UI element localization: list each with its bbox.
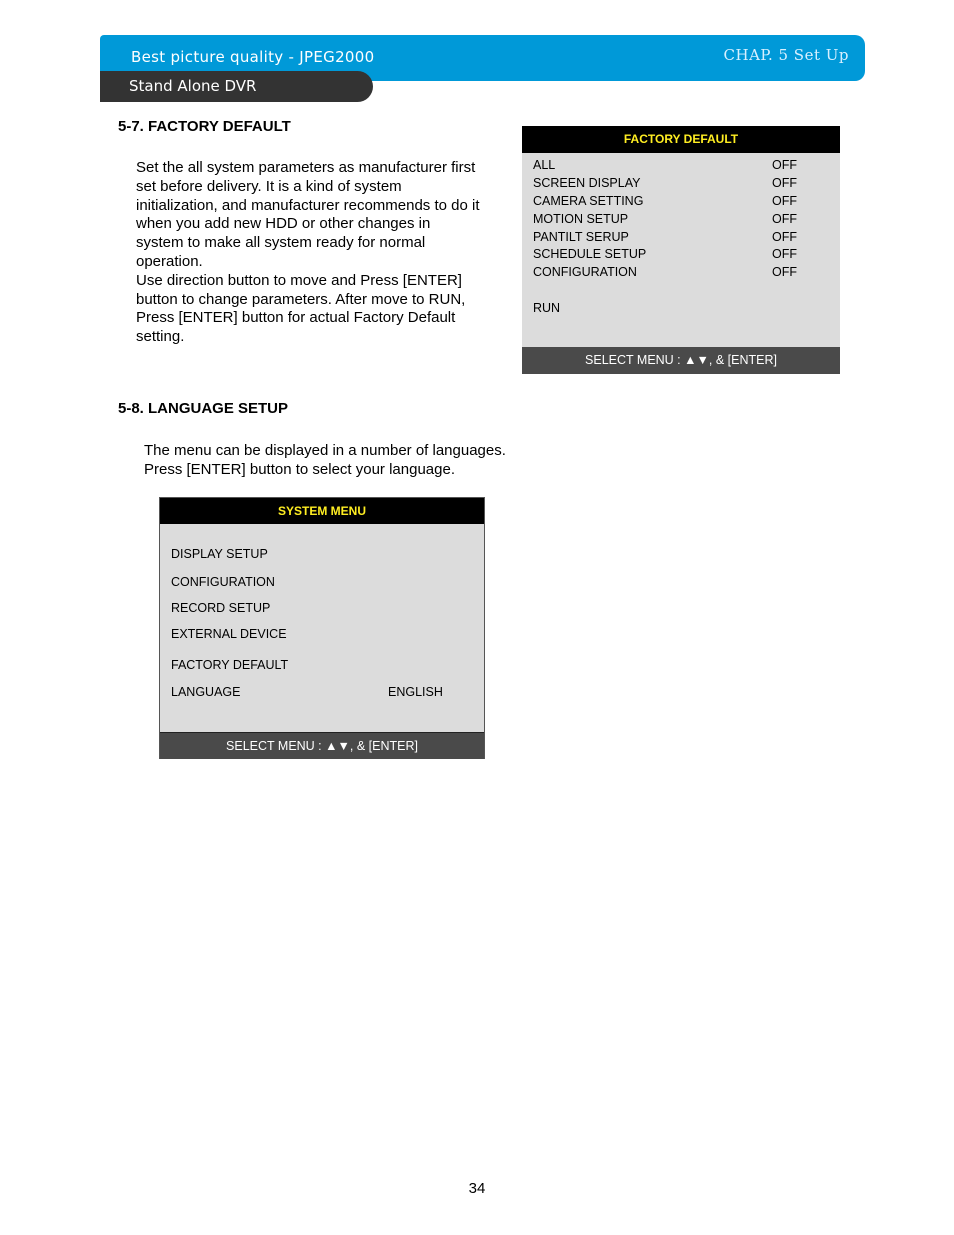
menu-item-schedule-setup[interactable]: SCHEDULE SETUP bbox=[533, 247, 647, 261]
paragraph-line: Press [ENTER] button to select your language. bbox=[144, 460, 455, 478]
paragraph-line: system to make all system ready for normal bbox=[136, 234, 426, 252]
factory-default-menu-footer: SELECT MENU : ▲▼, & [ENTER] bbox=[522, 347, 840, 374]
menu-value-screen-display[interactable]: OFF bbox=[772, 176, 797, 190]
system-menu-title: SYSTEM MENU bbox=[160, 498, 484, 524]
header-title: Best picture quality - JPEG2000 bbox=[131, 48, 375, 66]
menu-item-screen-display[interactable]: SCREEN DISPLAY bbox=[533, 176, 641, 190]
menu-item-language[interactable]: LANGUAGE bbox=[171, 685, 241, 699]
paragraph-line: The menu can be displayed in a number of languages. bbox=[144, 442, 506, 459]
paragraph-line: Set the all system parameters as manufacturer first bbox=[136, 159, 476, 176]
menu-value-camera-setting[interactable]: OFF bbox=[772, 194, 797, 208]
menu-value-all[interactable]: OFF bbox=[772, 158, 797, 172]
paragraph-line: Press [ENTER] button for actual Factory Default bbox=[136, 309, 456, 327]
section-heading-language-setup: 5-8. LANGUAGE SETUP bbox=[118, 400, 289, 417]
paragraph-line: setting. bbox=[136, 328, 185, 346]
menu-item-external-device[interactable]: EXTERNAL DEVICE bbox=[171, 627, 287, 641]
menu-value-schedule-setup[interactable]: OFF bbox=[772, 247, 797, 261]
menu-value-pantilt-setup[interactable]: OFF bbox=[772, 230, 797, 244]
system-menu-footer: SELECT MENU : ▲▼, & [ENTER] bbox=[160, 732, 484, 759]
menu-value-configuration[interactable]: OFF bbox=[772, 265, 797, 279]
menu-item-all[interactable]: ALL bbox=[533, 158, 556, 172]
page-number: 34 bbox=[468, 1180, 486, 1197]
menu-item-motion-setup[interactable]: MOTION SETUP bbox=[533, 212, 629, 226]
sub-banner bbox=[100, 71, 373, 102]
section-heading-factory-default: 5-7. FACTORY DEFAULT bbox=[118, 118, 291, 135]
menu-item-configuration[interactable]: CONFIGURATION bbox=[533, 265, 637, 279]
menu-item-record-setup[interactable]: RECORD SETUP bbox=[171, 601, 271, 615]
menu-item-configuration[interactable]: CONFIGURATION bbox=[171, 575, 275, 589]
factory-default-menu bbox=[522, 126, 840, 374]
paragraph-line: initialization, and manufacturer recommends to do it bbox=[136, 196, 480, 214]
factory-default-menu-title: FACTORY DEFAULT bbox=[522, 126, 840, 153]
paragraph-line: Use direction button to move and Press [ENTER] bbox=[136, 271, 462, 289]
language-value[interactable]: ENGLISH bbox=[388, 685, 443, 699]
menu-value-motion-setup[interactable]: OFF bbox=[772, 212, 797, 226]
factory-default-description bbox=[136, 159, 480, 347]
paragraph-line: when you add new HDD or other changes in bbox=[136, 215, 431, 233]
paragraph-line: operation. bbox=[136, 252, 203, 270]
chapter-label: CHAP. 5 Set Up bbox=[723, 46, 849, 64]
language-setup-description bbox=[144, 442, 506, 480]
menu-item-pantilt-setup[interactable]: PANTILT SERUP bbox=[533, 230, 629, 244]
sub-banner-title: Stand Alone DVR bbox=[129, 77, 257, 95]
system-menu bbox=[159, 497, 485, 759]
run-button[interactable]: RUN bbox=[533, 301, 561, 315]
paragraph-line: set before delivery. It is a kind of system bbox=[136, 177, 402, 195]
menu-item-factory-default[interactable]: FACTORY DEFAULT bbox=[171, 658, 289, 672]
menu-item-display-setup[interactable]: DISPLAY SETUP bbox=[171, 547, 268, 561]
menu-item-camera-setting[interactable]: CAMERA SETTING bbox=[533, 194, 644, 208]
paragraph-line: button to change parameters. After move to RUN, bbox=[136, 290, 466, 308]
